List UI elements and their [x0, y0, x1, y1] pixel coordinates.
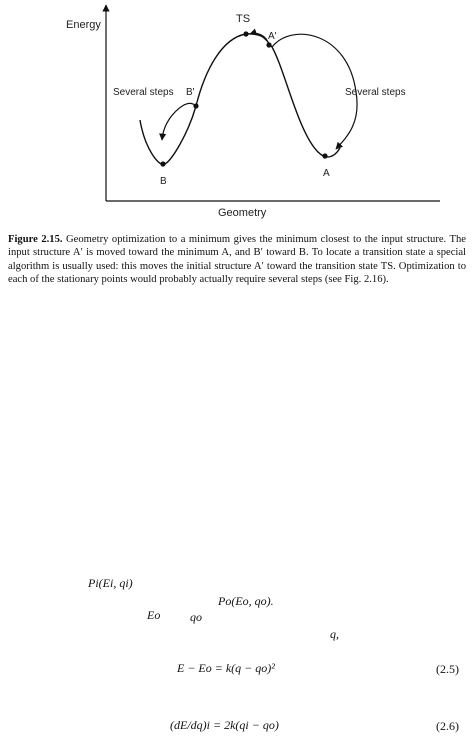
- figure-caption: [8, 233, 466, 286]
- symbol-qo: qo: [190, 610, 202, 624]
- label-b: B: [160, 176, 167, 187]
- symbol-eo: Eo: [147, 608, 161, 622]
- point-b: [160, 161, 165, 166]
- label-b-prime: B': [186, 87, 195, 98]
- point-b-prime: [193, 103, 198, 108]
- caption-label: Figure 2.15.: [8, 234, 63, 245]
- label-a: A: [323, 168, 330, 179]
- symbol-pi: Pi(Ei, qi): [88, 576, 133, 590]
- equation-2-6-number: (2.6): [436, 719, 459, 733]
- equation-2-5: E − Eo = k(q − qo)²: [177, 661, 275, 675]
- point-a: [322, 153, 327, 158]
- energy-curve: [140, 34, 340, 165]
- equation-2-6: (dE/dq)i = 2k(qi − qo): [170, 718, 279, 732]
- point-ts: [243, 31, 248, 36]
- symbol-q: q,: [330, 627, 339, 641]
- potential-energy-figure: [0, 0, 474, 225]
- point-a-prime: [266, 42, 271, 47]
- y-axis-label: Energy: [66, 19, 101, 31]
- label-ts: TS: [236, 13, 251, 25]
- x-axis-label: Geometry: [218, 207, 267, 219]
- caption-text: Geometry optimization to a minimum gives the minimum closest to the input structure. The input structure A′ is moved toward the minimum A, and B′ toward B. To locate a transition state a special algorithm is usually used: this moves the initial structure A′ toward the transition state TS. Optimization to each of the stationary points would probably actually require several steps (see Fig. 2.16).: [8, 234, 466, 285]
- label-a-prime: A': [268, 31, 277, 42]
- equation-2-5-number: (2.5): [436, 662, 459, 676]
- symbol-po: Po(Eo, qo).: [218, 594, 274, 608]
- label-steps-left: Several steps: [113, 87, 174, 98]
- label-steps-right: Several steps: [345, 87, 406, 98]
